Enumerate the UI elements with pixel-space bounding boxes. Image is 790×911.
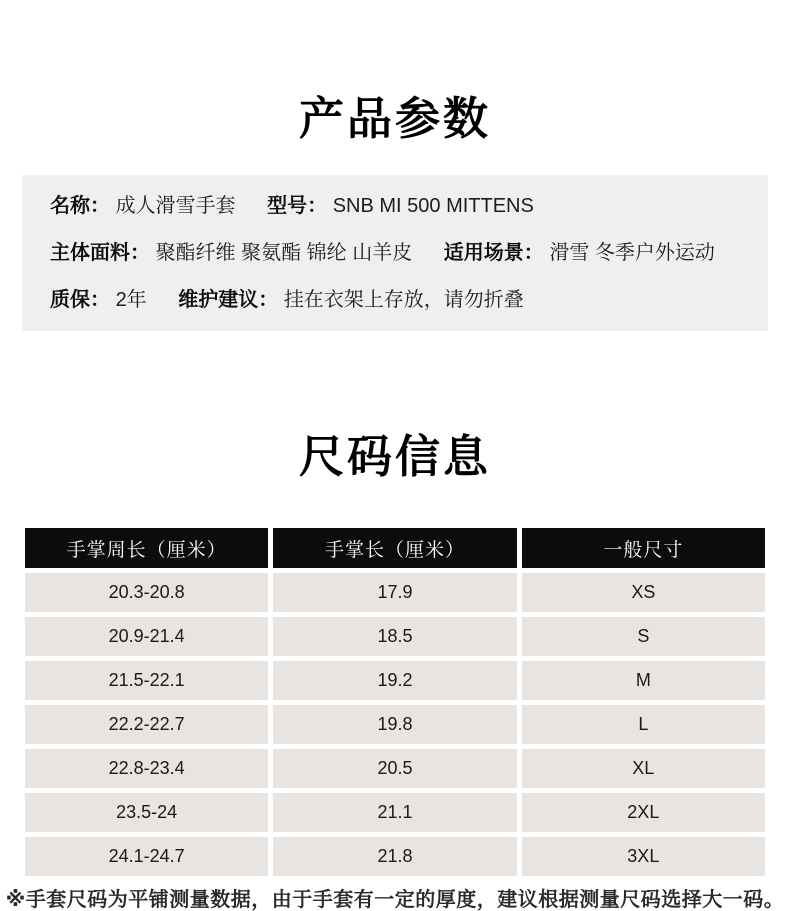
- table-cell: 20.3-20.8: [25, 573, 268, 612]
- table-cell: 24.1-24.7: [25, 837, 268, 876]
- size-table: [25, 528, 765, 876]
- table-cell: 23.5-24: [25, 793, 268, 832]
- spec-label-scene: 适用场景：: [443, 241, 544, 264]
- table-cell: 21.8: [273, 837, 516, 876]
- spec-pair-care: [178, 289, 524, 311]
- section-title-size-info: 尺码信息: [298, 431, 491, 482]
- spec-value-scene: 滑雪 冬季户外运动: [549, 241, 715, 264]
- spec-label-fabric: 主体面料：: [50, 241, 150, 264]
- spec-pair-scene: [444, 242, 715, 264]
- spec-line-name-model: [50, 183, 740, 230]
- table-cell: 19.2: [273, 661, 516, 700]
- table-cell: S: [522, 617, 765, 656]
- table-cell: 21.1: [273, 793, 516, 832]
- spec-value-warranty: 2年: [115, 288, 147, 311]
- table-cell: 2XL: [522, 793, 765, 832]
- table-cell: 20.5: [273, 749, 516, 788]
- spec-line-warranty-care: [50, 277, 740, 324]
- spec-pair-name: [50, 195, 241, 217]
- spec-value-care: 挂在衣架上存放，请勿折叠: [283, 288, 524, 311]
- table-cell: 18.5: [273, 617, 516, 656]
- table-cell: 20.9-21.4: [25, 617, 268, 656]
- table-cell: XS: [522, 573, 765, 612]
- spec-line-fabric-scene: [50, 230, 740, 277]
- table-cell: XL: [522, 749, 765, 788]
- spec-label-model: 型号：: [267, 194, 328, 217]
- table-cell: M: [522, 661, 765, 700]
- spec-label-warranty: 质保：: [50, 288, 110, 311]
- spec-pair-warranty: [50, 289, 152, 311]
- size-table-header-palm-length: 手掌长（厘米）: [273, 528, 516, 568]
- table-cell: 21.5-22.1: [25, 661, 268, 700]
- spec-box: [22, 175, 768, 331]
- spec-pair-fabric: [50, 242, 418, 264]
- table-cell: 3XL: [522, 837, 765, 876]
- size-table-header-general-size: 一般尺寸: [522, 528, 765, 568]
- spec-label-care: 维护建议：: [178, 288, 279, 311]
- table-cell: 19.8: [273, 705, 516, 744]
- size-table-header-palm-circumference: 手掌周长（厘米）: [25, 528, 268, 568]
- spec-value-name: 成人滑雪手套: [115, 194, 236, 217]
- section-title-product-params: 产品参数: [298, 93, 491, 144]
- spec-pair-model: [267, 195, 534, 217]
- table-cell: 17.9: [273, 573, 516, 612]
- spec-value-fabric: 聚酯纤维 聚氨酯 锦纶 山羊皮: [155, 241, 413, 264]
- spec-label-name: 名称：: [50, 194, 110, 217]
- table-cell: L: [522, 705, 765, 744]
- size-footnote: ※手套尺码为平铺测量数据，由于手套有一定的厚度，建议根据测量尺码选择大一码。: [5, 889, 785, 911]
- table-cell: 22.8-23.4: [25, 749, 268, 788]
- spec-value-model: SNB MI 500 MITTENS: [332, 194, 534, 217]
- table-cell: 22.2-22.7: [25, 705, 268, 744]
